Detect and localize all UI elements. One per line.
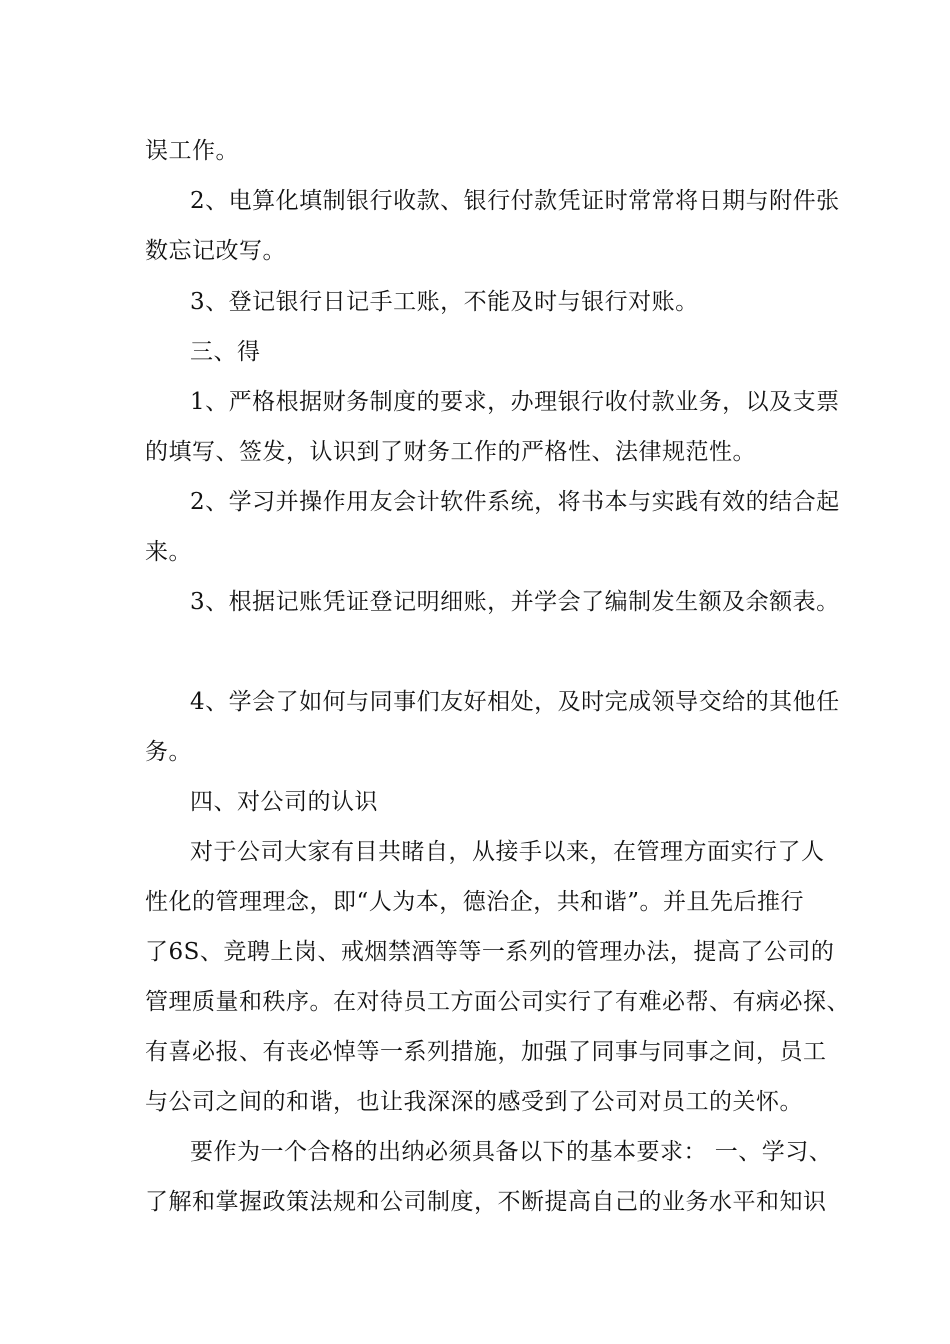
text-line: 2、学习并操作用友会计软件系统，将书本与实践有效的结合起 bbox=[190, 489, 840, 515]
text-line: 了6S、竞聘上岗、戒烟禁酒等等一系列的管理办法，提高了公司的 bbox=[145, 939, 835, 965]
text-line: 2、电算化填制银行收款、银行付款凭证时常常将日期与附件张 bbox=[190, 188, 840, 214]
text-line: 对于公司大家有目共睹自，从接手以来，在管理方面实行了人 bbox=[190, 839, 825, 865]
text-line: 性化的管理理念，即“人为本，德治企，共和谐”。并且先后推行 bbox=[145, 889, 805, 915]
text-line: 4、学会了如何与同事们友好相处，及时完成领导交给的其他任 bbox=[190, 689, 840, 715]
text-line: 与公司之间的和谐，也让我深深的感受到了公司对员工的关怀。 bbox=[145, 1089, 803, 1115]
section-heading: 三、得 bbox=[190, 339, 261, 365]
text-line: 了解和掌握政策法规和公司制度，不断提高自己的业务水平和知识 bbox=[145, 1189, 827, 1215]
text-line: 3、登记银行日记手工账，不能及时与银行对账。 bbox=[190, 289, 699, 315]
text-line: 3、根据记账凭证登记明细账，并学会了编制发生额及余额表。 bbox=[190, 589, 840, 615]
text-line: 务。 bbox=[145, 739, 192, 765]
section-heading: 四、对公司的认识 bbox=[190, 789, 378, 815]
text-line: 要作为一个合格的出纳必须具备以下的基本要求： 一、学习、 bbox=[190, 1139, 833, 1165]
text-line: 管理质量和秩序。在对待员工方面公司实行了有难必帮、有病必探、 bbox=[145, 989, 850, 1015]
text-line: 的填写、签发，认识到了财务工作的严格性、法律规范性。 bbox=[145, 439, 756, 465]
text-line: 1、严格根据财务制度的要求，办理银行收付款业务，以及支票 bbox=[190, 389, 840, 415]
text-line: 有喜必报、有丧必悼等一系列措施，加强了同事与同事之间，员工 bbox=[145, 1039, 827, 1065]
text-line: 数忘记改写。 bbox=[145, 238, 286, 264]
text-line: 来。 bbox=[145, 539, 192, 565]
text-line: 误工作。 bbox=[145, 138, 239, 164]
